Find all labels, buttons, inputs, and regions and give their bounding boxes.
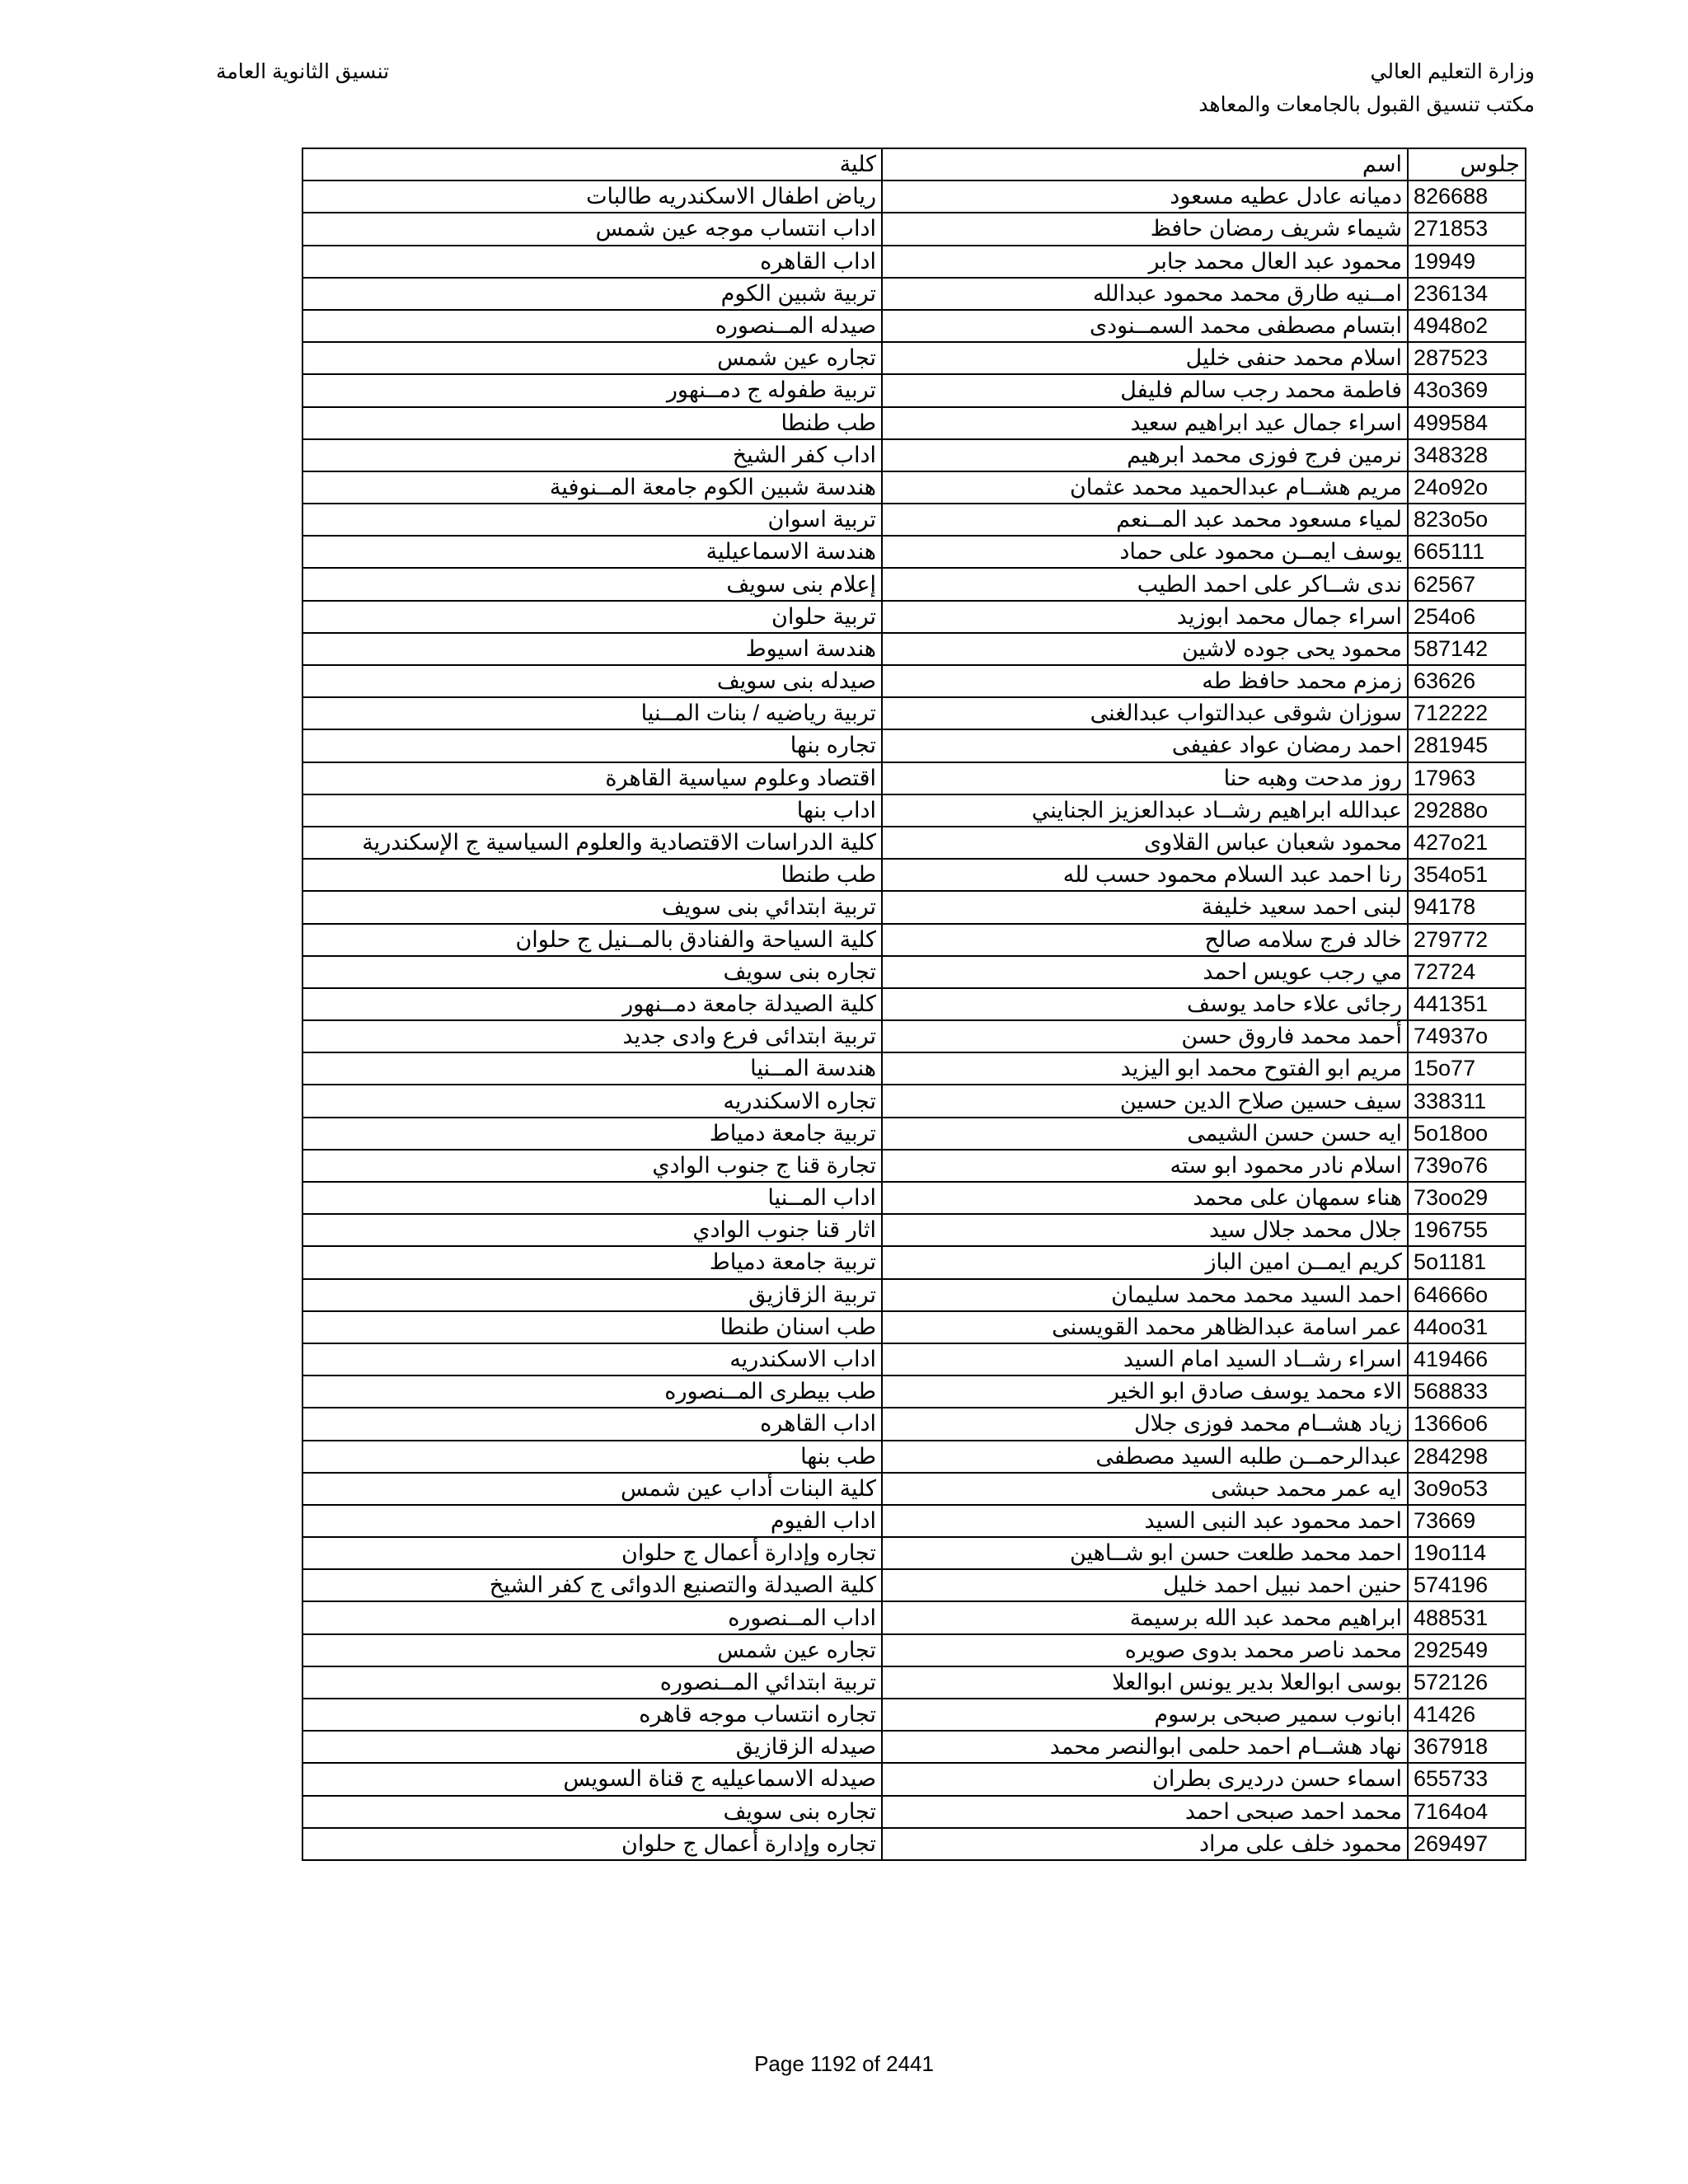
seat-cell: 196755 <box>1408 1214 1526 1246</box>
seat-cell: 568833 <box>1408 1376 1526 1408</box>
seat-cell: 574196 <box>1408 1569 1526 1601</box>
table-row <box>302 568 1526 600</box>
seat-cell: 488531 <box>1408 1601 1526 1633</box>
name-cell: أحمد محمد فاروق حسن <box>882 1020 1408 1052</box>
ministry-title: وزارة التعليم العالي <box>1370 60 1535 83</box>
table-row <box>302 859 1526 891</box>
table-row <box>302 665 1526 697</box>
faculty-cell: تجاره بنى سويف <box>302 1796 882 1828</box>
name-cell: خالد فرج سلامه صالح <box>882 924 1408 956</box>
table-row <box>302 1441 1526 1473</box>
seat-cell: 72724 <box>1408 956 1526 988</box>
table-row <box>302 1763 1526 1795</box>
table-row <box>302 891 1526 923</box>
table-row <box>302 213 1526 245</box>
seat-cell: 7164o4 <box>1408 1796 1526 1828</box>
seat-cell: 5o18oo <box>1408 1118 1526 1150</box>
table-row <box>302 1537 1526 1569</box>
seat-cell: 287523 <box>1408 342 1526 374</box>
faculty-cell: اداب القاهره <box>302 1408 882 1440</box>
table-body <box>302 180 1526 1860</box>
table-row <box>302 956 1526 988</box>
name-cell: اسراء جمال عيد ابراهيم سعيد <box>882 407 1408 439</box>
faculty-cell: تربية شبين الكوم <box>302 278 882 310</box>
table-row <box>302 988 1526 1020</box>
name-cell: ندى شــاكر على احمد الطيب <box>882 568 1408 600</box>
seat-cell: 292549 <box>1408 1634 1526 1666</box>
name-cell: عبدالله ابراهيم رشــاد عبدالعزيز الجنايني <box>882 794 1408 827</box>
table-row <box>302 1085 1526 1117</box>
name-cell: امــنيه طارق محمد محمود عبدالله <box>882 278 1408 310</box>
name-cell: اسراء رشــاد السيد امام السيد <box>882 1343 1408 1376</box>
table-row <box>302 1601 1526 1633</box>
header-name: اسم <box>882 148 1408 180</box>
table-row <box>302 1052 1526 1085</box>
name-cell: عبدالرحمــن طلبه السيد مصطفى <box>882 1441 1408 1473</box>
table-row <box>302 1279 1526 1311</box>
seat-cell: 281945 <box>1408 729 1526 762</box>
faculty-cell: طب اسنان طنطا <box>302 1311 882 1343</box>
seat-cell: 5o1181 <box>1408 1246 1526 1278</box>
faculty-cell: اثار قنا جنوب الوادي <box>302 1214 882 1246</box>
faculty-cell: طب بيطرى المــنصوره <box>302 1376 882 1408</box>
table-row <box>302 1311 1526 1343</box>
name-cell: اسماء حسن درديرى بطران <box>882 1763 1408 1795</box>
name-cell: زمزم محمد حافظ طه <box>882 665 1408 697</box>
seat-cell: 826688 <box>1408 180 1526 213</box>
faculty-cell: صيدله المــنصوره <box>302 310 882 342</box>
seat-cell: 15o77 <box>1408 1052 1526 1085</box>
name-cell: فاطمة محمد رجب سالم فليفل <box>882 374 1408 406</box>
name-cell: احمد السيد محمد محمد سليمان <box>882 1279 1408 1311</box>
name-cell: يوسف ايمــن محمود على حماد <box>882 536 1408 568</box>
faculty-cell: تربية اسوان <box>302 504 882 536</box>
name-cell: شيماء شريف رمضان حافظ <box>882 213 1408 245</box>
seat-cell: 236134 <box>1408 278 1526 310</box>
name-cell: ايه عمر محمد حبشى <box>882 1473 1408 1505</box>
name-cell: احمد محمود عبد النبى السيد <box>882 1505 1408 1537</box>
name-cell: جلال محمد جلال سيد <box>882 1214 1408 1246</box>
faculty-cell: تجاره عين شمس <box>302 1634 882 1666</box>
table-row <box>302 180 1526 213</box>
seat-cell: 338311 <box>1408 1085 1526 1117</box>
name-cell: رجائى علاء حامد يوسف <box>882 988 1408 1020</box>
name-cell: بوسى ابوالعلا بدير يونس ابوالعلا <box>882 1666 1408 1699</box>
table-header-row <box>302 148 1526 180</box>
faculty-cell: اداب القاهره <box>302 246 882 278</box>
header-seat: جلوس <box>1408 148 1526 180</box>
name-cell: اسلام نادر محمود ابو سته <box>882 1150 1408 1182</box>
seat-cell: 29288o <box>1408 794 1526 827</box>
table-row <box>302 1246 1526 1278</box>
seat-cell: 271853 <box>1408 213 1526 245</box>
faculty-cell: تربية ابتدائي المــنصوره <box>302 1666 882 1699</box>
faculty-cell: اداب الاسكندريه <box>302 1343 882 1376</box>
table-row <box>302 1214 1526 1246</box>
table-row <box>302 827 1526 859</box>
name-cell: احمد رمضان عواد عفيفى <box>882 729 1408 762</box>
faculty-cell: تجاره الاسكندريه <box>302 1085 882 1117</box>
faculty-cell: تربية طفوله ج دمــنهور <box>302 374 882 406</box>
faculty-cell: تجاره بنها <box>302 729 882 762</box>
seat-cell: 572126 <box>1408 1666 1526 1699</box>
table-row <box>302 1376 1526 1408</box>
table-row <box>302 794 1526 827</box>
seat-cell: 1366o6 <box>1408 1408 1526 1440</box>
table-row <box>302 762 1526 794</box>
name-cell: الاء محمد يوسف صادق ابو الخير <box>882 1376 1408 1408</box>
seat-cell: 499584 <box>1408 407 1526 439</box>
faculty-cell: طب بنها <box>302 1441 882 1473</box>
seat-cell: 823o5o <box>1408 504 1526 536</box>
faculty-cell: هندسة الاسماعيلية <box>302 536 882 568</box>
document-title: تنسيق الثانوية العامة <box>216 60 390 83</box>
table-row <box>302 1569 1526 1601</box>
seat-cell: 254o6 <box>1408 601 1526 633</box>
name-cell: روز مدحت وهبه حنا <box>882 762 1408 794</box>
seat-cell: 17963 <box>1408 762 1526 794</box>
name-cell: محمود عبد العال محمد جابر <box>882 246 1408 278</box>
faculty-cell: اداب الفيوم <box>302 1505 882 1537</box>
seat-cell: 587142 <box>1408 633 1526 665</box>
faculty-cell: رياض اطفال الاسكندريه طالبات <box>302 180 882 213</box>
table-row <box>302 1796 1526 1828</box>
name-cell: دميانه عادل عطيه مسعود <box>882 180 1408 213</box>
header-faculty: كلية <box>302 148 882 180</box>
table-row <box>302 729 1526 762</box>
name-cell: رنا احمد عبد السلام محمود حسب لله <box>882 859 1408 891</box>
seat-cell: 64666o <box>1408 1279 1526 1311</box>
faculty-cell: صيدله بنى سويف <box>302 665 882 697</box>
faculty-cell: اداب بنها <box>302 794 882 827</box>
faculty-cell: تجاره وإدارة أعمال ج حلوان <box>302 1828 882 1860</box>
faculty-cell: إعلام بنى سويف <box>302 568 882 600</box>
table-row <box>302 1343 1526 1376</box>
table-row <box>302 697 1526 729</box>
name-cell: ابانوب سمير صبحى برسوم <box>882 1699 1408 1731</box>
seat-cell: 74937o <box>1408 1020 1526 1052</box>
name-cell: كريم ايمــن امين الباز <box>882 1246 1408 1278</box>
name-cell: نهاد هشــام احمد حلمى ابوالنصر محمد <box>882 1731 1408 1763</box>
faculty-cell: اداب المــنيا <box>302 1182 882 1214</box>
table-row <box>302 1473 1526 1505</box>
table-row <box>302 374 1526 406</box>
faculty-cell: هندسة اسيوط <box>302 633 882 665</box>
faculty-cell: تجاره انتساب موجه قاهره <box>302 1699 882 1731</box>
faculty-cell: كلية الصيدلة جامعة دمــنهور <box>302 988 882 1020</box>
seat-cell: 441351 <box>1408 988 1526 1020</box>
name-cell: هناء سمهان على محمد <box>882 1182 1408 1214</box>
table-row <box>302 471 1526 504</box>
name-cell: محمود شعبان عباس القلاوى <box>882 827 1408 859</box>
seat-cell: 367918 <box>1408 1731 1526 1763</box>
seat-cell: 348328 <box>1408 439 1526 471</box>
faculty-cell: صيدله الاسماعيليه ج قناة السويس <box>302 1763 882 1795</box>
table-row <box>302 1699 1526 1731</box>
page-number: Page 1192 of 2441 <box>754 2051 934 2076</box>
faculty-cell: تربية الزقازيق <box>302 1279 882 1311</box>
faculty-cell: هندسة شبين الكوم جامعة المــنوفية <box>302 471 882 504</box>
seat-cell: 41426 <box>1408 1699 1526 1731</box>
faculty-cell: طب طنطا <box>302 859 882 891</box>
faculty-cell: تربية جامعة دمياط <box>302 1118 882 1150</box>
seat-cell: 24o92o <box>1408 471 1526 504</box>
table-row <box>302 924 1526 956</box>
seat-cell: 3o9o53 <box>1408 1473 1526 1505</box>
name-cell: محمود يحى جوده لاشين <box>882 633 1408 665</box>
seat-cell: 427o21 <box>1408 827 1526 859</box>
table-row <box>302 1634 1526 1666</box>
seat-cell: 284298 <box>1408 1441 1526 1473</box>
seat-cell: 19o114 <box>1408 1537 1526 1569</box>
table-row <box>302 246 1526 278</box>
table-row <box>302 1731 1526 1763</box>
faculty-cell: تجاره بنى سويف <box>302 956 882 988</box>
seat-cell: 419466 <box>1408 1343 1526 1376</box>
faculty-cell: اقتصاد وعلوم سياسية القاهرة <box>302 762 882 794</box>
name-cell: ابتسام مصطفى محمد السمــنودى <box>882 310 1408 342</box>
name-cell: مريم ابو الفتوح محمد ابو اليزيد <box>882 1052 1408 1085</box>
seat-cell: 269497 <box>1408 1828 1526 1860</box>
name-cell: نرمين فرج فوزى محمد ابرهيم <box>882 439 1408 471</box>
table-row <box>302 536 1526 568</box>
seat-cell: 94178 <box>1408 891 1526 923</box>
name-cell: مي رجب عويس احمد <box>882 956 1408 988</box>
seat-cell: 19949 <box>1408 246 1526 278</box>
seat-cell: 73669 <box>1408 1505 1526 1537</box>
name-cell: ايه حسن حسن الشيمى <box>882 1118 1408 1150</box>
seat-cell: 73oo29 <box>1408 1182 1526 1214</box>
faculty-cell: اداب كفر الشيخ <box>302 439 882 471</box>
seat-cell: 354o51 <box>1408 859 1526 891</box>
table-row <box>302 504 1526 536</box>
name-cell: محمد احمد صبحى احمد <box>882 1796 1408 1828</box>
faculty-cell: تجاره عين شمس <box>302 342 882 374</box>
seat-cell: 62567 <box>1408 568 1526 600</box>
faculty-cell: هندسة المــنيا <box>302 1052 882 1085</box>
seat-cell: 655733 <box>1408 1763 1526 1795</box>
name-cell: اسلام محمد حنفى خليل <box>882 342 1408 374</box>
results-table <box>302 148 1526 1861</box>
name-cell: مريم هشــام عبدالحميد محمد عثمان <box>882 471 1408 504</box>
faculty-cell: تجاره وإدارة أعمال ج حلوان <box>302 1537 882 1569</box>
table-row <box>302 601 1526 633</box>
faculty-cell: اداب المــنصوره <box>302 1601 882 1633</box>
faculty-cell: كلية الصيدلة والتصنيع الدوائى ج كفر الشيخ <box>302 1569 882 1601</box>
table-row <box>302 278 1526 310</box>
name-cell: لمياء مسعود محمد عبد المــنعم <box>882 504 1408 536</box>
seat-cell: 43o369 <box>1408 374 1526 406</box>
name-cell: اسراء جمال محمد ابوزيد <box>882 601 1408 633</box>
name-cell: محمد ناصر محمد بدوى صويره <box>882 1634 1408 1666</box>
faculty-cell: تربية حلوان <box>302 601 882 633</box>
table-row <box>302 633 1526 665</box>
seat-cell: 665111 <box>1408 536 1526 568</box>
faculty-cell: تجارة قنا ج جنوب الوادي <box>302 1150 882 1182</box>
seat-cell: 63626 <box>1408 665 1526 697</box>
table-row <box>302 1505 1526 1537</box>
table-row <box>302 1182 1526 1214</box>
table-row <box>302 439 1526 471</box>
table-row <box>302 310 1526 342</box>
faculty-cell: صيدله الزقازيق <box>302 1731 882 1763</box>
name-cell: لبنى احمد سعيد خليفة <box>882 891 1408 923</box>
faculty-cell: كلية البنات أداب عين شمس <box>302 1473 882 1505</box>
faculty-cell: كلية السياحة والفنادق بالمــنيل ج حلوان <box>302 924 882 956</box>
faculty-cell: طب طنطا <box>302 407 882 439</box>
faculty-cell: تربية ابتدائي بنى سويف <box>302 891 882 923</box>
seat-cell: 712222 <box>1408 697 1526 729</box>
name-cell: زياد هشــام محمد فوزى جلال <box>882 1408 1408 1440</box>
name-cell: محمود خلف على مراد <box>882 1828 1408 1860</box>
faculty-cell: تربية جامعة دمياط <box>302 1246 882 1278</box>
table-row <box>302 1666 1526 1699</box>
table-row <box>302 407 1526 439</box>
name-cell: عمر اسامة عبدالظاهر محمد القويسنى <box>882 1311 1408 1343</box>
faculty-cell: تربية ابتدائى فرع وادى جديد <box>302 1020 882 1052</box>
seat-cell: 739o76 <box>1408 1150 1526 1182</box>
table-row <box>302 1150 1526 1182</box>
seat-cell: 4948o2 <box>1408 310 1526 342</box>
seat-cell: 279772 <box>1408 924 1526 956</box>
table-row <box>302 1118 1526 1150</box>
faculty-cell: اداب انتساب موجه عين شمس <box>302 213 882 245</box>
table-row <box>302 1020 1526 1052</box>
name-cell: احمد محمد طلعت حسن ابو شــاهين <box>882 1537 1408 1569</box>
faculty-cell: كلية الدراسات الاقتصادية والعلوم السياسية ج الإسكندرية <box>302 827 882 859</box>
name-cell: سوزان شوقى عبدالتواب عبدالغنى <box>882 697 1408 729</box>
seat-cell: 44oo31 <box>1408 1311 1526 1343</box>
name-cell: سيف حسين صلاح الدين حسين <box>882 1085 1408 1117</box>
name-cell: حنين احمد نبيل احمد خليل <box>882 1569 1408 1601</box>
table-row <box>302 1408 1526 1440</box>
faculty-cell: تربية رياضيه / بنات المــنيا <box>302 697 882 729</box>
office-title: مكتب تنسيق القبول بالجامعات والمعاهد <box>1198 93 1535 116</box>
table-row <box>302 342 1526 374</box>
name-cell: ابراهيم محمد عبد الله برسيمة <box>882 1601 1408 1633</box>
table-row <box>302 1828 1526 1860</box>
